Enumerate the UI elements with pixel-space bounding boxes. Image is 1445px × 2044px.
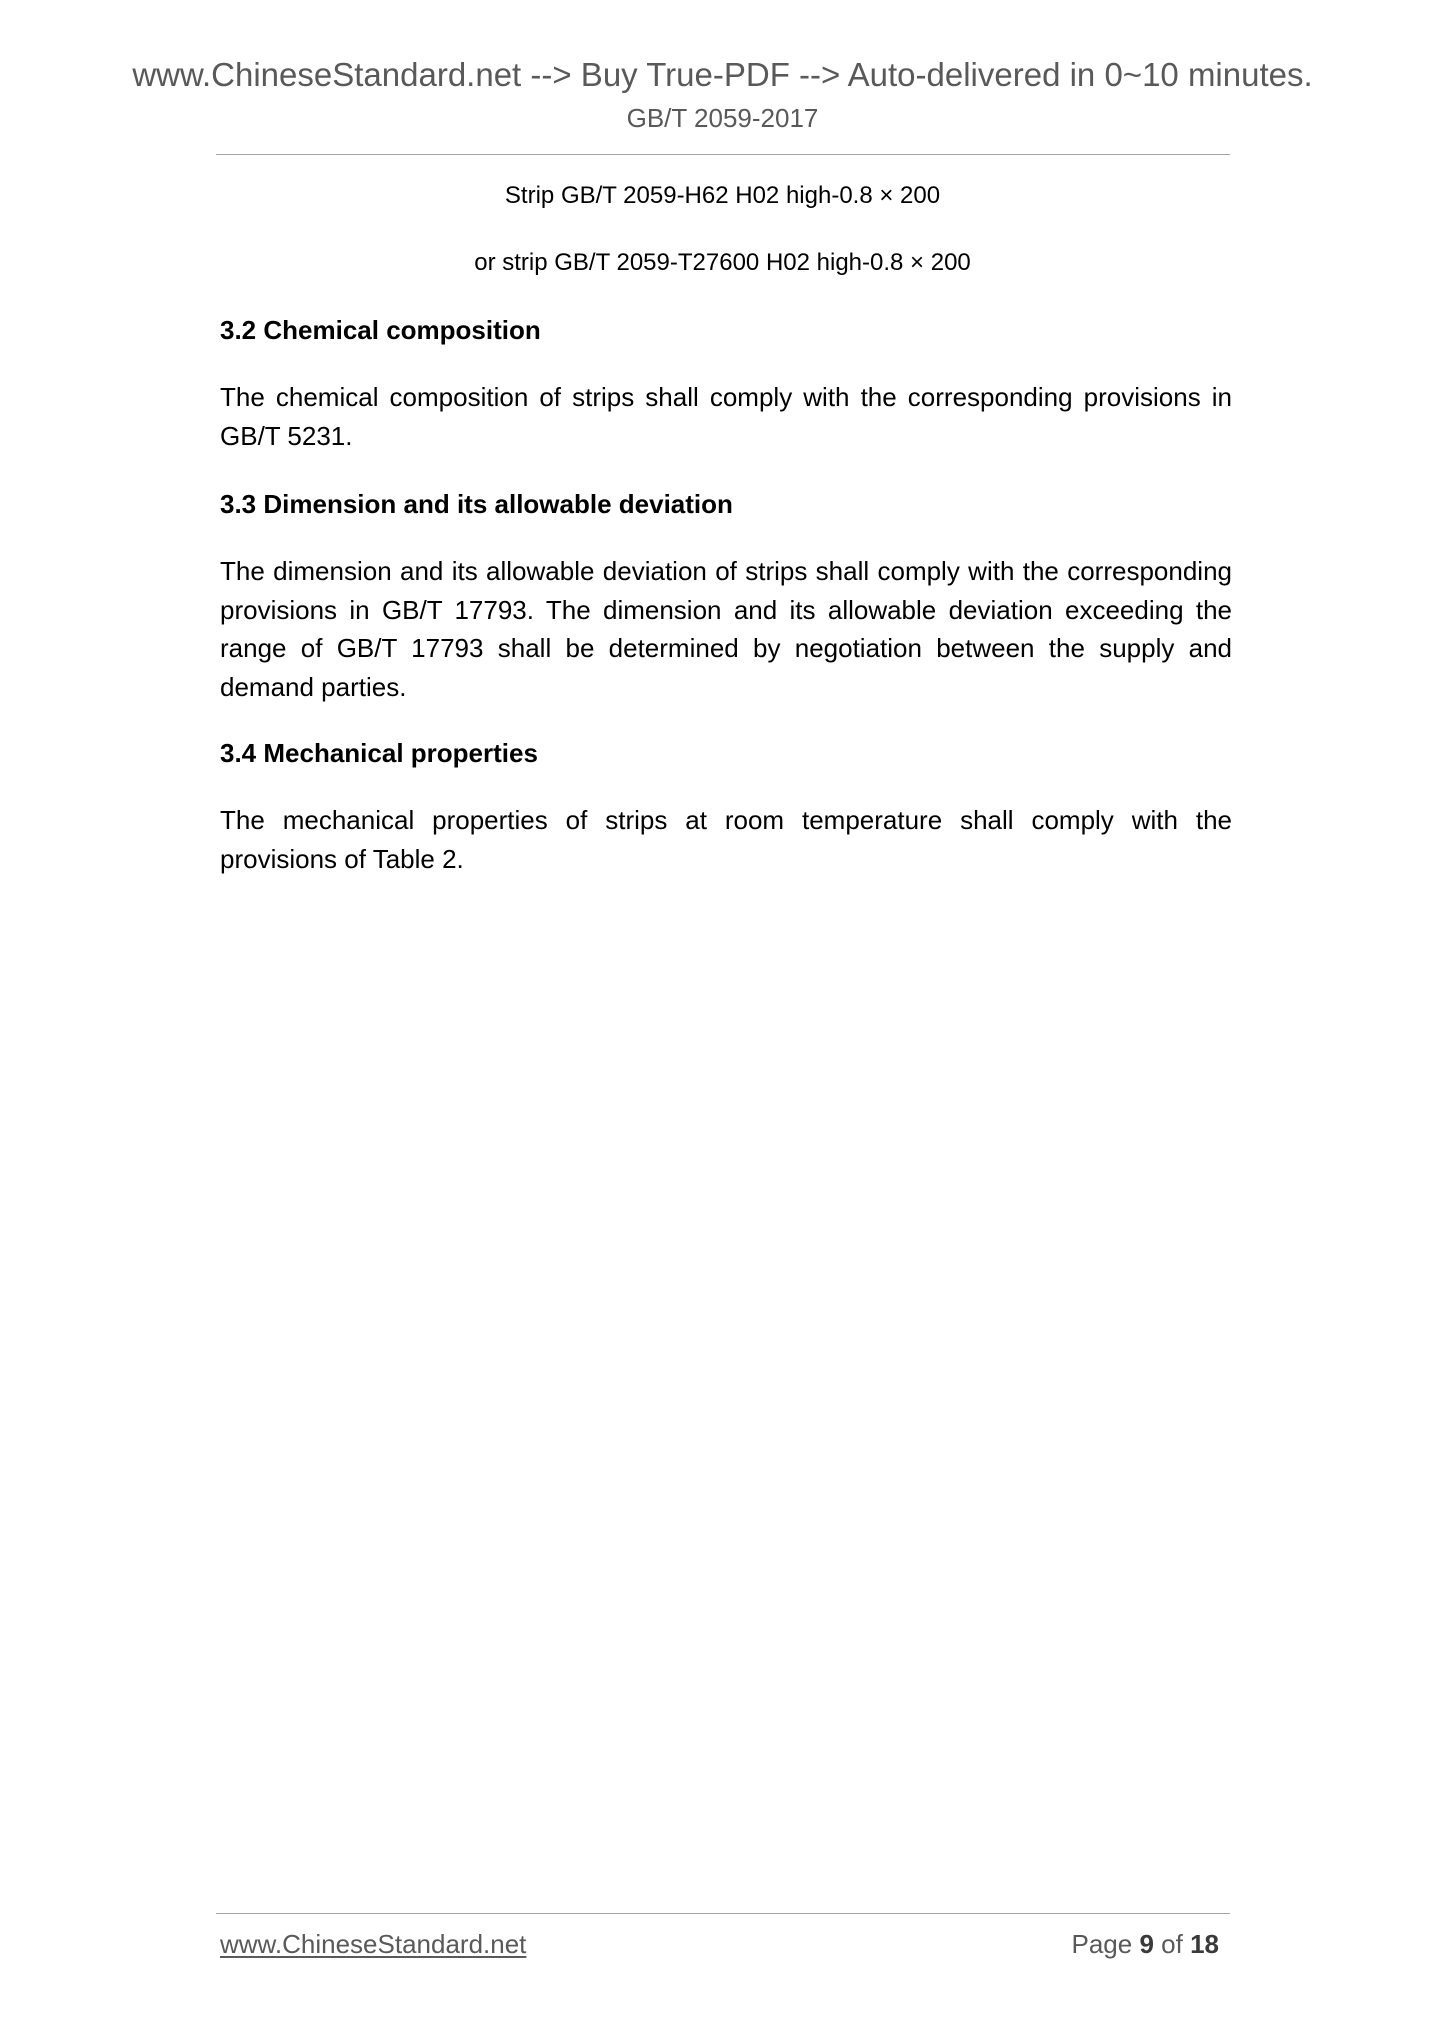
page-indicator	[1071, 1929, 1219, 1960]
section-heading-3-2: 3.2 Chemical composition	[220, 315, 541, 345]
section-heading-3-3: 3.3 Dimension and its allowable deviation	[220, 489, 733, 519]
page-number: 9	[1139, 1929, 1154, 1959]
header-divider	[216, 154, 1230, 155]
page-total: 18	[1190, 1929, 1219, 1959]
section-text-3-3: The dimension and its allowable deviation of strips shall comply with the corresponding provisions in GB/T 17793. The dimension and its allowable deviation exceeding the range of GB/T 17793 shall be determined by negotiation between the supply and demand parties.	[220, 556, 1232, 702]
header-banner: www.ChineseStandard.net --> Buy True-PDF --> Auto-delivered in 0~10 minutes.	[132, 56, 1313, 93]
standard-code: GB/T 2059-2017	[626, 103, 819, 133]
designation-example-1: Strip GB/T 2059-H62 H02 high-0.8 × 200	[504, 182, 941, 209]
footer-website-link[interactable]: www.ChineseStandard.net	[220, 1929, 527, 1959]
page-label: Page	[1071, 1929, 1133, 1959]
section-text-3-2: The chemical composition of strips shall comply with the corresponding provisions in GB/T 5231.	[220, 382, 1232, 451]
section-text-3-4: The mechanical properties of strips at room temperature shall comply with the provisions of Table 2.	[220, 805, 1232, 874]
page-of-label: of	[1161, 1929, 1183, 1959]
footer-divider	[216, 1913, 1230, 1914]
section-heading-3-4: 3.4 Mechanical properties	[220, 738, 538, 768]
designation-example-2: or strip GB/T 2059-T27600 H02 high-0.8 × 200	[474, 249, 971, 276]
